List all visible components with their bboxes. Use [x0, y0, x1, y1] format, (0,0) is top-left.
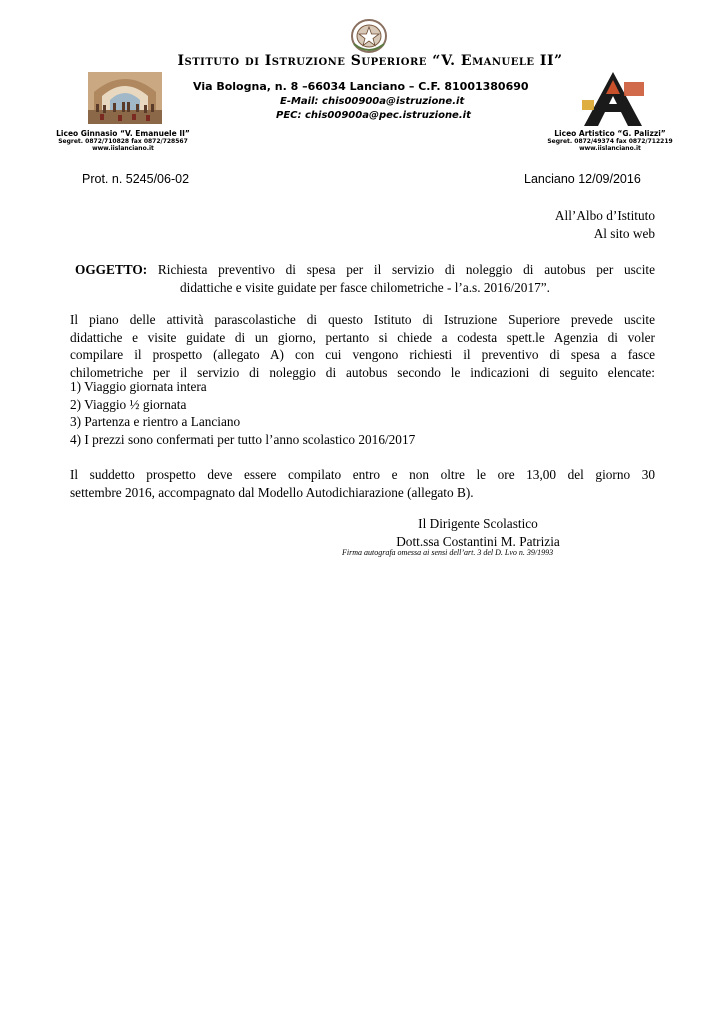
institute-name: Istituto di Istruzione Superiore “V. Emanuele II”	[177, 53, 563, 69]
subject-text-1: Richiesta preventivo di spesa per il servizio di noleggio di autobus per uscite	[157, 262, 655, 277]
paragraph-line: compilare il prospetto (allegato A) con cui vengono richiesti il preventivo di spesa a fasce	[70, 347, 655, 363]
paragraph-2	[70, 466, 655, 501]
list-item: 3) Partenza e rientro a Lanciano	[70, 414, 241, 430]
subject-label: OGGETTO:	[75, 262, 148, 277]
paragraph-line: settembre 2016, accompagnato dal Modello Autodichiarazione (allegato B).	[70, 484, 474, 500]
recipient-line: Al sito web	[593, 225, 655, 241]
list-item: 2) Viaggio ½ giornata	[70, 396, 187, 412]
subject-line-1	[75, 261, 655, 279]
signature-block	[378, 515, 578, 550]
left-school-name: Liceo Ginnasio “V. Emanuele II”	[56, 129, 190, 138]
right-school-name: Liceo Artistico “G. Palizzi”	[554, 129, 666, 138]
list-item: 1) Viaggio giornata intera	[70, 379, 207, 394]
left-school-block	[48, 129, 198, 152]
paragraph-1	[70, 311, 655, 381]
institute-email: E-Mail: chis00900a@istruzione.it	[280, 96, 465, 107]
school-of-athens-image	[88, 72, 162, 124]
left-school-web: www.iislanciano.it	[92, 145, 154, 152]
signature-title: Il Dirigente Scolastico	[418, 516, 538, 531]
list-item: 4) I prezzi sono confermati per tutto l’anno scolastico 2016/2017	[70, 431, 416, 447]
paragraph-line: Il piano delle attività parascolastiche di questo Istituto di Istruzione Superiore prevede uscite	[70, 312, 655, 327]
institute-pec: PEC: chis00900a@pec.istruzione.it	[276, 110, 471, 121]
republic-emblem-icon	[349, 18, 389, 54]
right-school-block	[545, 129, 675, 152]
paragraph-line: chilometriche per il servizio di noleggio di autobus secondo le indicazioni di seguito elencate:	[70, 364, 655, 380]
signature-name: Dott.ssa Costantini M. Patrizia	[396, 533, 560, 549]
paragraph-line: Il suddetto prospetto deve essere compilato entro e non oltre le ore 13,00 del giorno 30	[70, 467, 655, 482]
right-school-phone: Segret. 0872/49374 fax 0872/712219	[547, 138, 673, 145]
institute-address: Via Bologna, n. 8 –66034 Lanciano – C.F. 81001380690	[193, 80, 529, 93]
subject-text-2: didattiche e visite guidate per fasce chilometriche - l’a.s. 2016/2017”.	[180, 279, 550, 295]
recipient-line: All’Albo d’Istituto	[554, 208, 655, 223]
right-school-web: www.iislanciano.it	[579, 145, 641, 152]
subject	[75, 261, 655, 296]
place-date: Lanciano 12/09/2016	[524, 172, 641, 186]
conditions-list	[70, 378, 415, 448]
art-school-a-logo	[580, 72, 646, 126]
recipients	[555, 207, 655, 242]
paragraph-line: didattiche e visite guidate di un giorno, pertanto si chiede a codesta spett.le Agenzia di voler	[70, 329, 655, 345]
signature-note: Firma autografa omessa ai sensi dell’art. 3 del D. Lvo n. 39/1993	[342, 548, 554, 557]
left-school-phone: Segret. 0872/710828 fax 0872/728567	[58, 138, 188, 145]
protocol-number: Prot. n. 5245/06-02	[82, 172, 190, 186]
